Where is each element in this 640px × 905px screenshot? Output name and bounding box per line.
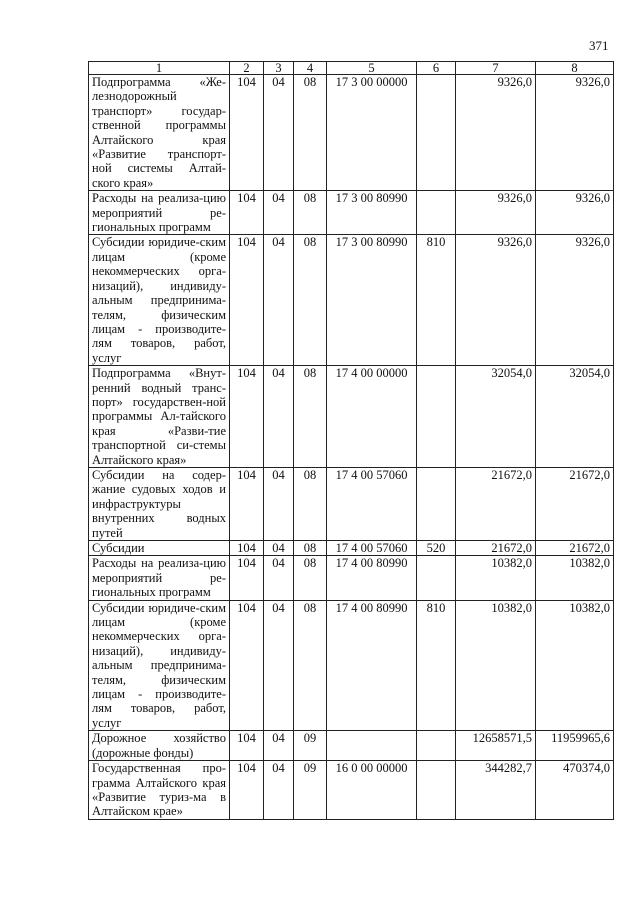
amount-year2-cell: 9326,0: [536, 75, 614, 191]
amount-year2-cell: 21672,0: [536, 541, 614, 556]
column-header: 5: [327, 62, 417, 75]
column-header: 1: [89, 62, 230, 75]
code-cell: 104: [230, 556, 264, 600]
amount-year2-cell: 9326,0: [536, 235, 614, 366]
target-article-cell: [327, 731, 417, 761]
section-cell: 04: [264, 761, 294, 820]
expense-type-cell: [417, 761, 456, 820]
amount-year2-cell: 11959965,6: [536, 731, 614, 761]
target-article-cell: 17 4 00 57060: [327, 467, 417, 540]
amount-year1-cell: 32054,0: [456, 366, 536, 468]
item-name: Расходы на реализа-цию мероприятий ре-гиональных программ: [89, 191, 230, 235]
table-row: [89, 75, 614, 191]
item-name: Подпрограмма «Внут-ренний водный транс-порт» государствен-ной программы Ал-тайского края «Разви-тие транспортной си-стемы Алтайского края»: [89, 366, 230, 468]
amount-year1-cell: 12658571,5: [456, 731, 536, 761]
expense-type-cell: 810: [417, 235, 456, 366]
section-cell: 04: [264, 366, 294, 468]
expense-type-cell: [417, 467, 456, 540]
subsection-cell: 08: [294, 235, 327, 366]
table-row: [89, 467, 614, 540]
table-row: [89, 235, 614, 366]
code-cell: 104: [230, 75, 264, 191]
budget-table: [88, 61, 614, 820]
section-cell: 04: [264, 235, 294, 366]
expense-type-cell: [417, 366, 456, 468]
code-cell: 104: [230, 235, 264, 366]
target-article-cell: 17 3 00 00000: [327, 75, 417, 191]
column-header: 2: [230, 62, 264, 75]
amount-year2-cell: 10382,0: [536, 556, 614, 600]
page-number: 371: [589, 38, 609, 53]
subsection-cell: 08: [294, 556, 327, 600]
amount-year2-cell: 32054,0: [536, 366, 614, 468]
amount-year1-cell: 9326,0: [456, 191, 536, 235]
code-cell: 104: [230, 600, 264, 731]
target-article-cell: 17 4 00 80990: [327, 556, 417, 600]
subsection-cell: 08: [294, 366, 327, 468]
section-cell: 04: [264, 191, 294, 235]
section-cell: 04: [264, 75, 294, 191]
section-cell: 04: [264, 731, 294, 761]
code-cell: 104: [230, 467, 264, 540]
item-name: Расходы на реализа-цию мероприятий ре-гиональных программ: [89, 556, 230, 600]
expense-type-cell: [417, 75, 456, 191]
code-cell: 104: [230, 191, 264, 235]
expense-type-cell: [417, 731, 456, 761]
header-row: [89, 62, 614, 75]
amount-year2-cell: 470374,0: [536, 761, 614, 820]
item-name: Субсидии юридиче-ским лицам (кроме некоммерческих орга-низаций), индивиду-альным предпринима-телям, физическим лицам - производите-лям товаров, работ, услуг: [89, 600, 230, 731]
item-name: Субсидии на содер-жание судовых ходов и инфраструктуры внутренних водных путей: [89, 467, 230, 540]
expense-type-cell: 520: [417, 541, 456, 556]
table-row: [89, 731, 614, 761]
target-article-cell: 17 4 00 57060: [327, 541, 417, 556]
target-article-cell: 17 3 00 80990: [327, 191, 417, 235]
amount-year2-cell: 10382,0: [536, 600, 614, 731]
column-header: 3: [264, 62, 294, 75]
target-article-cell: 16 0 00 00000: [327, 761, 417, 820]
section-cell: 04: [264, 541, 294, 556]
subsection-cell: 08: [294, 600, 327, 731]
table-row: [89, 366, 614, 468]
code-cell: 104: [230, 731, 264, 761]
code-cell: 104: [230, 761, 264, 820]
amount-year1-cell: 10382,0: [456, 600, 536, 731]
target-article-cell: 17 4 00 80990: [327, 600, 417, 731]
item-name: Государственная про-грамма Алтайского края «Развитие туриз-ма в Алтайском крае»: [89, 761, 230, 820]
amount-year1-cell: 10382,0: [456, 556, 536, 600]
expense-type-cell: [417, 556, 456, 600]
section-cell: 04: [264, 556, 294, 600]
subsection-cell: 08: [294, 191, 327, 235]
amount-year2-cell: 9326,0: [536, 191, 614, 235]
item-name: Дорожное хозяйство (дорожные фонды): [89, 731, 230, 761]
item-name: Субсидии юридиче-ским лицам (кроме некоммерческих орга-низаций), индивиду-альным предпринима-телям, физическим лицам - производите-лям товаров, работ, услуг: [89, 235, 230, 366]
subsection-cell: 08: [294, 541, 327, 556]
table-row: [89, 541, 614, 556]
amount-year1-cell: 9326,0: [456, 75, 536, 191]
table-row: [89, 600, 614, 731]
target-article-cell: 17 3 00 80990: [327, 235, 417, 366]
amount-year1-cell: 21672,0: [456, 541, 536, 556]
item-name: Подпрограмма «Же-лезнодорожный транспорт» государ-ственной программы Алтайского края «Развитие транспорт-ной системы Алтай-ского края»: [89, 75, 230, 191]
section-cell: 04: [264, 467, 294, 540]
subsection-cell: 09: [294, 731, 327, 761]
column-header: 8: [536, 62, 614, 75]
subsection-cell: 09: [294, 761, 327, 820]
expense-type-cell: [417, 191, 456, 235]
item-name: Субсидии: [89, 541, 230, 556]
expense-type-cell: 810: [417, 600, 456, 731]
column-header: 6: [417, 62, 456, 75]
section-cell: 04: [264, 600, 294, 731]
table-row: [89, 556, 614, 600]
table-row: [89, 191, 614, 235]
amount-year1-cell: 344282,7: [456, 761, 536, 820]
subsection-cell: 08: [294, 75, 327, 191]
subsection-cell: 08: [294, 467, 327, 540]
amount-year1-cell: 21672,0: [456, 467, 536, 540]
target-article-cell: 17 4 00 00000: [327, 366, 417, 468]
column-header: 7: [456, 62, 536, 75]
amount-year2-cell: 21672,0: [536, 467, 614, 540]
column-header: 4: [294, 62, 327, 75]
code-cell: 104: [230, 366, 264, 468]
table-row: [89, 761, 614, 820]
code-cell: 104: [230, 541, 264, 556]
amount-year1-cell: 9326,0: [456, 235, 536, 366]
